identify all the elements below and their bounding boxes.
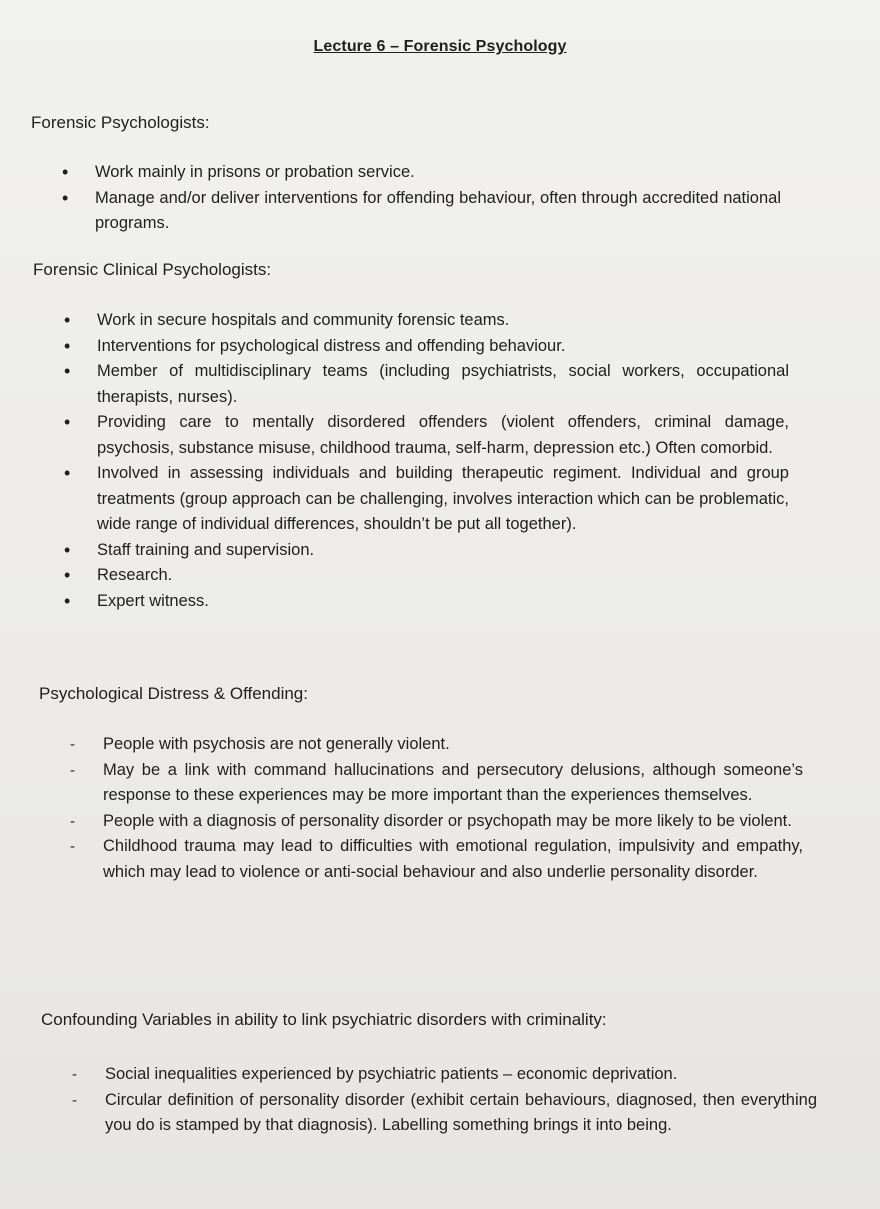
list-item: • Staff training and supervision. xyxy=(97,538,789,564)
list-item: • Work mainly in prisons or probation service. xyxy=(95,160,781,186)
page-title: Lecture 6 – Forensic Psychology xyxy=(313,38,567,55)
list-item: - People with a diagnosis of personality disorder or psychopath may be more likely to be violent. xyxy=(103,809,803,835)
list-item: • Research. xyxy=(97,563,789,589)
section-heading-confounding-variables: Confounding Variables in ability to link psychiatric disorders with criminality: xyxy=(41,1010,607,1029)
psychological-distress-list xyxy=(103,732,803,885)
list-item: - Circular definition of personality disorder (exhibit certain behaviours, diagnosed, then everything you do is stamped by that diagnosis). Labelling something brings it into being. xyxy=(105,1088,817,1139)
list-item: - Social inequalities experienced by psychiatric patients – economic deprivation. xyxy=(105,1062,817,1088)
list-item: • Member of multidisciplinary teams (including psychiatrists, social workers, occupational therapists, nurses). xyxy=(97,359,789,410)
list-item: - Childhood trauma may lead to difficulties with emotional regulation, impulsivity and empathy, which may lead to violence or anti-social behaviour and also underlie personality disorder. xyxy=(103,834,803,885)
list-item: • Expert witness. xyxy=(97,589,789,615)
list-item: - People with psychosis are not generally violent. xyxy=(103,732,803,758)
forensic-clinical-psychologists-list xyxy=(97,308,789,614)
list-item: • Interventions for psychological distress and offending behaviour. xyxy=(97,334,789,360)
list-item: • Work in secure hospitals and community forensic teams. xyxy=(97,308,789,334)
section-heading-forensic-psychologists: Forensic Psychologists: xyxy=(31,113,210,132)
list-item: • Providing care to mentally disordered offenders (violent offenders, criminal damage, psychosis, substance misuse, childhood trauma, self-harm, depression etc.) Often comorbid. xyxy=(97,410,789,461)
list-item: • Involved in assessing individuals and building therapeutic regiment. Individual and group treatments (group approach can be challenging, involves interaction which can be problematic, wide range of individual differences, shouldn’t be put all together). xyxy=(97,461,789,538)
list-item: - May be a link with command hallucinations and persecutory delusions, although someone’s response to these experiences may be more important than the experiences themselves. xyxy=(103,758,803,809)
forensic-psychologists-list xyxy=(95,160,781,237)
section-heading-forensic-clinical-psychologists: Forensic Clinical Psychologists: xyxy=(33,260,272,279)
confounding-variables-list xyxy=(105,1062,817,1139)
section-heading-psychological-distress: Psychological Distress & Offending: xyxy=(39,684,308,703)
list-item: • Manage and/or deliver interventions for offending behaviour, often through accredited national programs. xyxy=(95,186,781,237)
